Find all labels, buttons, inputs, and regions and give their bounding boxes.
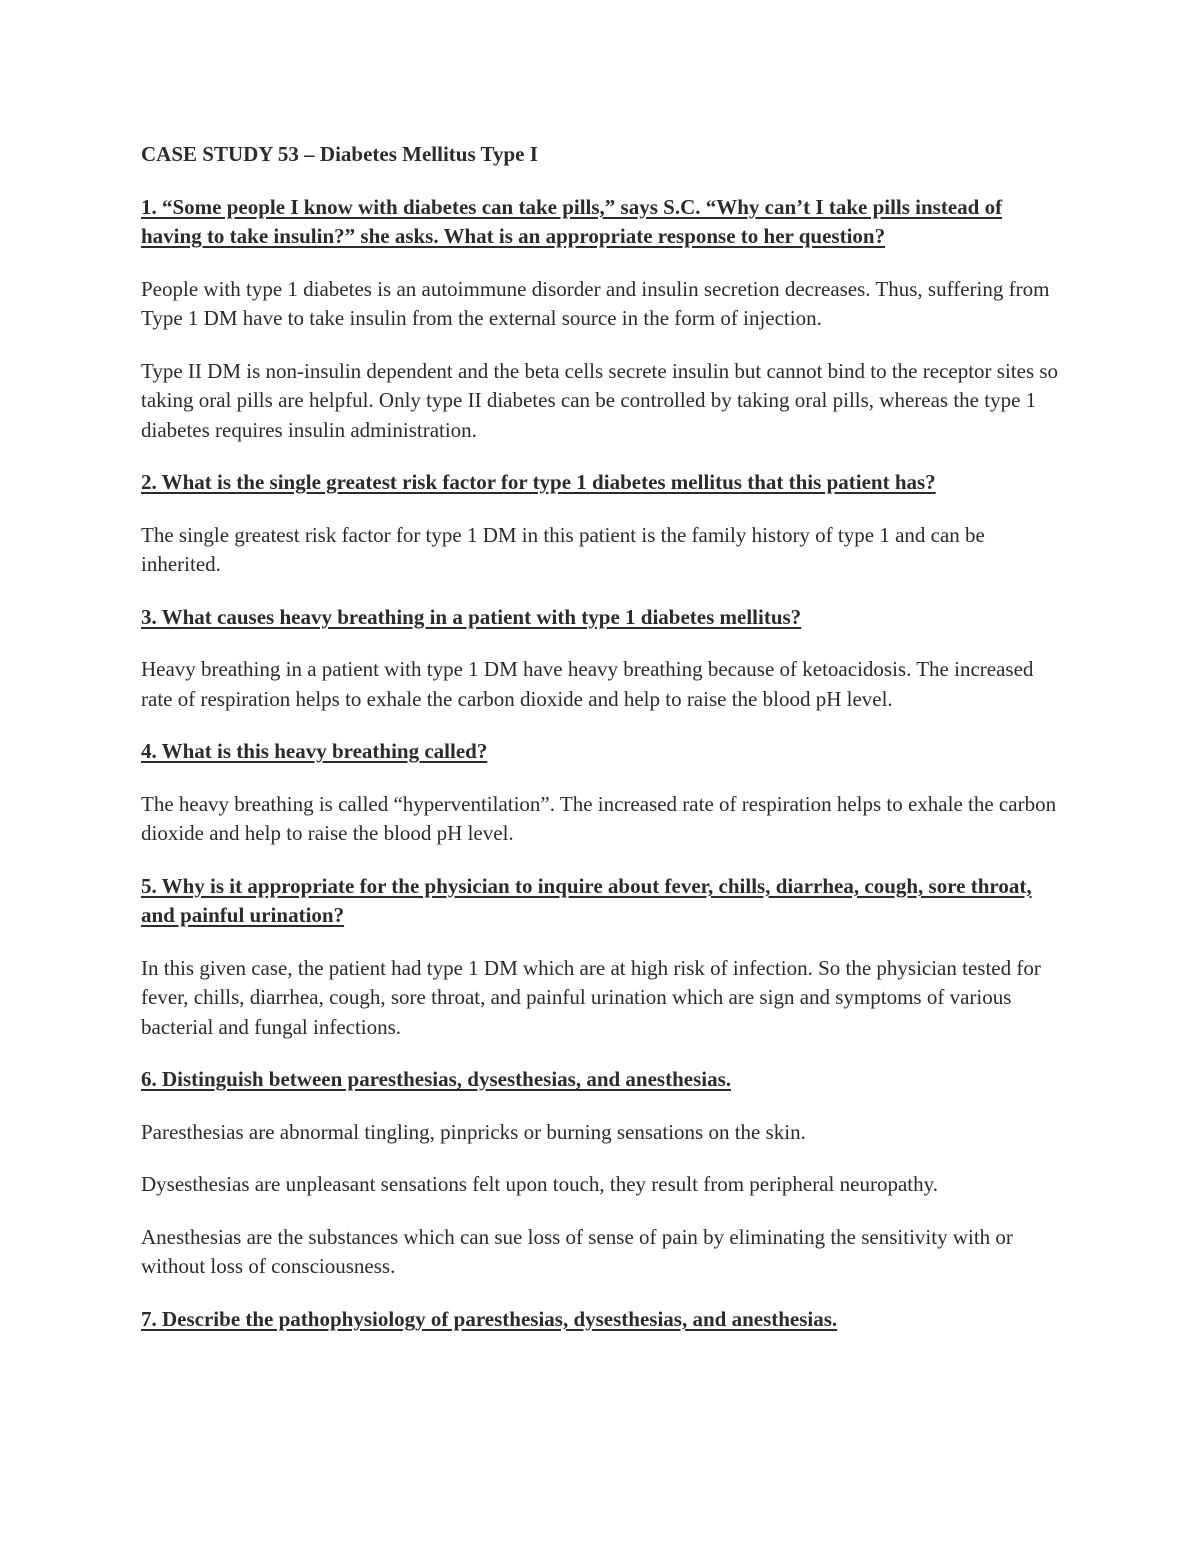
answer-4-paragraph-1: The heavy breathing is called “hyperventilation”. The increased rate of respiration helps to exhale the carbon dioxide and help to raise the blood pH level. bbox=[141, 791, 1057, 845]
question-3: 3. What causes heavy breathing in a patient with type 1 diabetes mellitus? bbox=[141, 604, 802, 629]
section-2 bbox=[141, 468, 1066, 580]
document-title: CASE STUDY 53 – Diabetes Mellitus Type I bbox=[141, 142, 538, 166]
document-body bbox=[141, 140, 1066, 1357]
section-3 bbox=[141, 603, 1066, 715]
section-5 bbox=[141, 872, 1066, 1043]
question-2: 2. What is the single greatest risk factor for type 1 diabetes mellitus that this patient has? bbox=[141, 470, 936, 494]
question-7: 7. Describe the pathophysiology of paresthesias, dysesthesias, and anesthesias. bbox=[141, 1306, 838, 1331]
question-1: 1. “Some people I know with diabetes can take pills,” says S.C. “Why can’t I take pills instead of having to take insulin?” she asks. What is an appropriate response to her question? bbox=[141, 194, 1003, 248]
answer-6-paragraph-3: Anesthesias are the substances which can sue loss of sense of pain by eliminating the sensitivity with or without loss of consciousness. bbox=[141, 1224, 1013, 1278]
question-6: 6. Distinguish between paresthesias, dysesthesias, and anesthesias. bbox=[141, 1067, 732, 1091]
section-7 bbox=[141, 1305, 1066, 1335]
answer-5-paragraph-1: In this given case, the patient had type 1 DM which are at high risk of infection. So the physician tested for fever, chills, diarrhea, cough, sore throat, and painful urination which are sign and symptoms of various bacterial and fungal infections. bbox=[141, 955, 1041, 1039]
section-1 bbox=[141, 193, 1066, 446]
answer-2-paragraph-1: The single greatest risk factor for type 1 DM in this patient is the family history of type 1 and can be inherited. bbox=[141, 522, 985, 576]
question-5: 5. Why is it appropriate for the physician to inquire about fever, chills, diarrhea, cough, sore throat, and painful urination? bbox=[141, 873, 1032, 927]
answer-6-paragraph-1: Paresthesias are abnormal tingling, pinpricks or burning sensations on the skin. bbox=[141, 1119, 806, 1144]
answer-1-paragraph-1: People with type 1 diabetes is an autoimmune disorder and insulin secretion decreases. Thus, suffering from Type 1 DM have to take insulin from the external source in the form of injection. bbox=[141, 276, 1050, 330]
answer-6-paragraph-2: Dysesthesias are unpleasant sensations felt upon touch, they result from peripheral neuropathy. bbox=[141, 1172, 938, 1196]
answer-1-paragraph-2: Type II DM is non-insulin dependent and the beta cells secrete insulin but cannot bind to the receptor sites so taking oral pills are helpful. Only type II diabetes can be controlled by taking oral pills, whereas the type 1 diabetes requires insulin administration. bbox=[141, 358, 1059, 442]
answer-3-paragraph-1: Heavy breathing in a patient with type 1 DM have heavy breathing because of ketoacidosis. The increased rate of respiration helps to exhale the carbon dioxide and help to raise the blood pH level. bbox=[141, 657, 1034, 711]
question-4: 4. What is this heavy breathing called? bbox=[141, 739, 488, 763]
section-4 bbox=[141, 737, 1066, 849]
section-6 bbox=[141, 1065, 1066, 1282]
